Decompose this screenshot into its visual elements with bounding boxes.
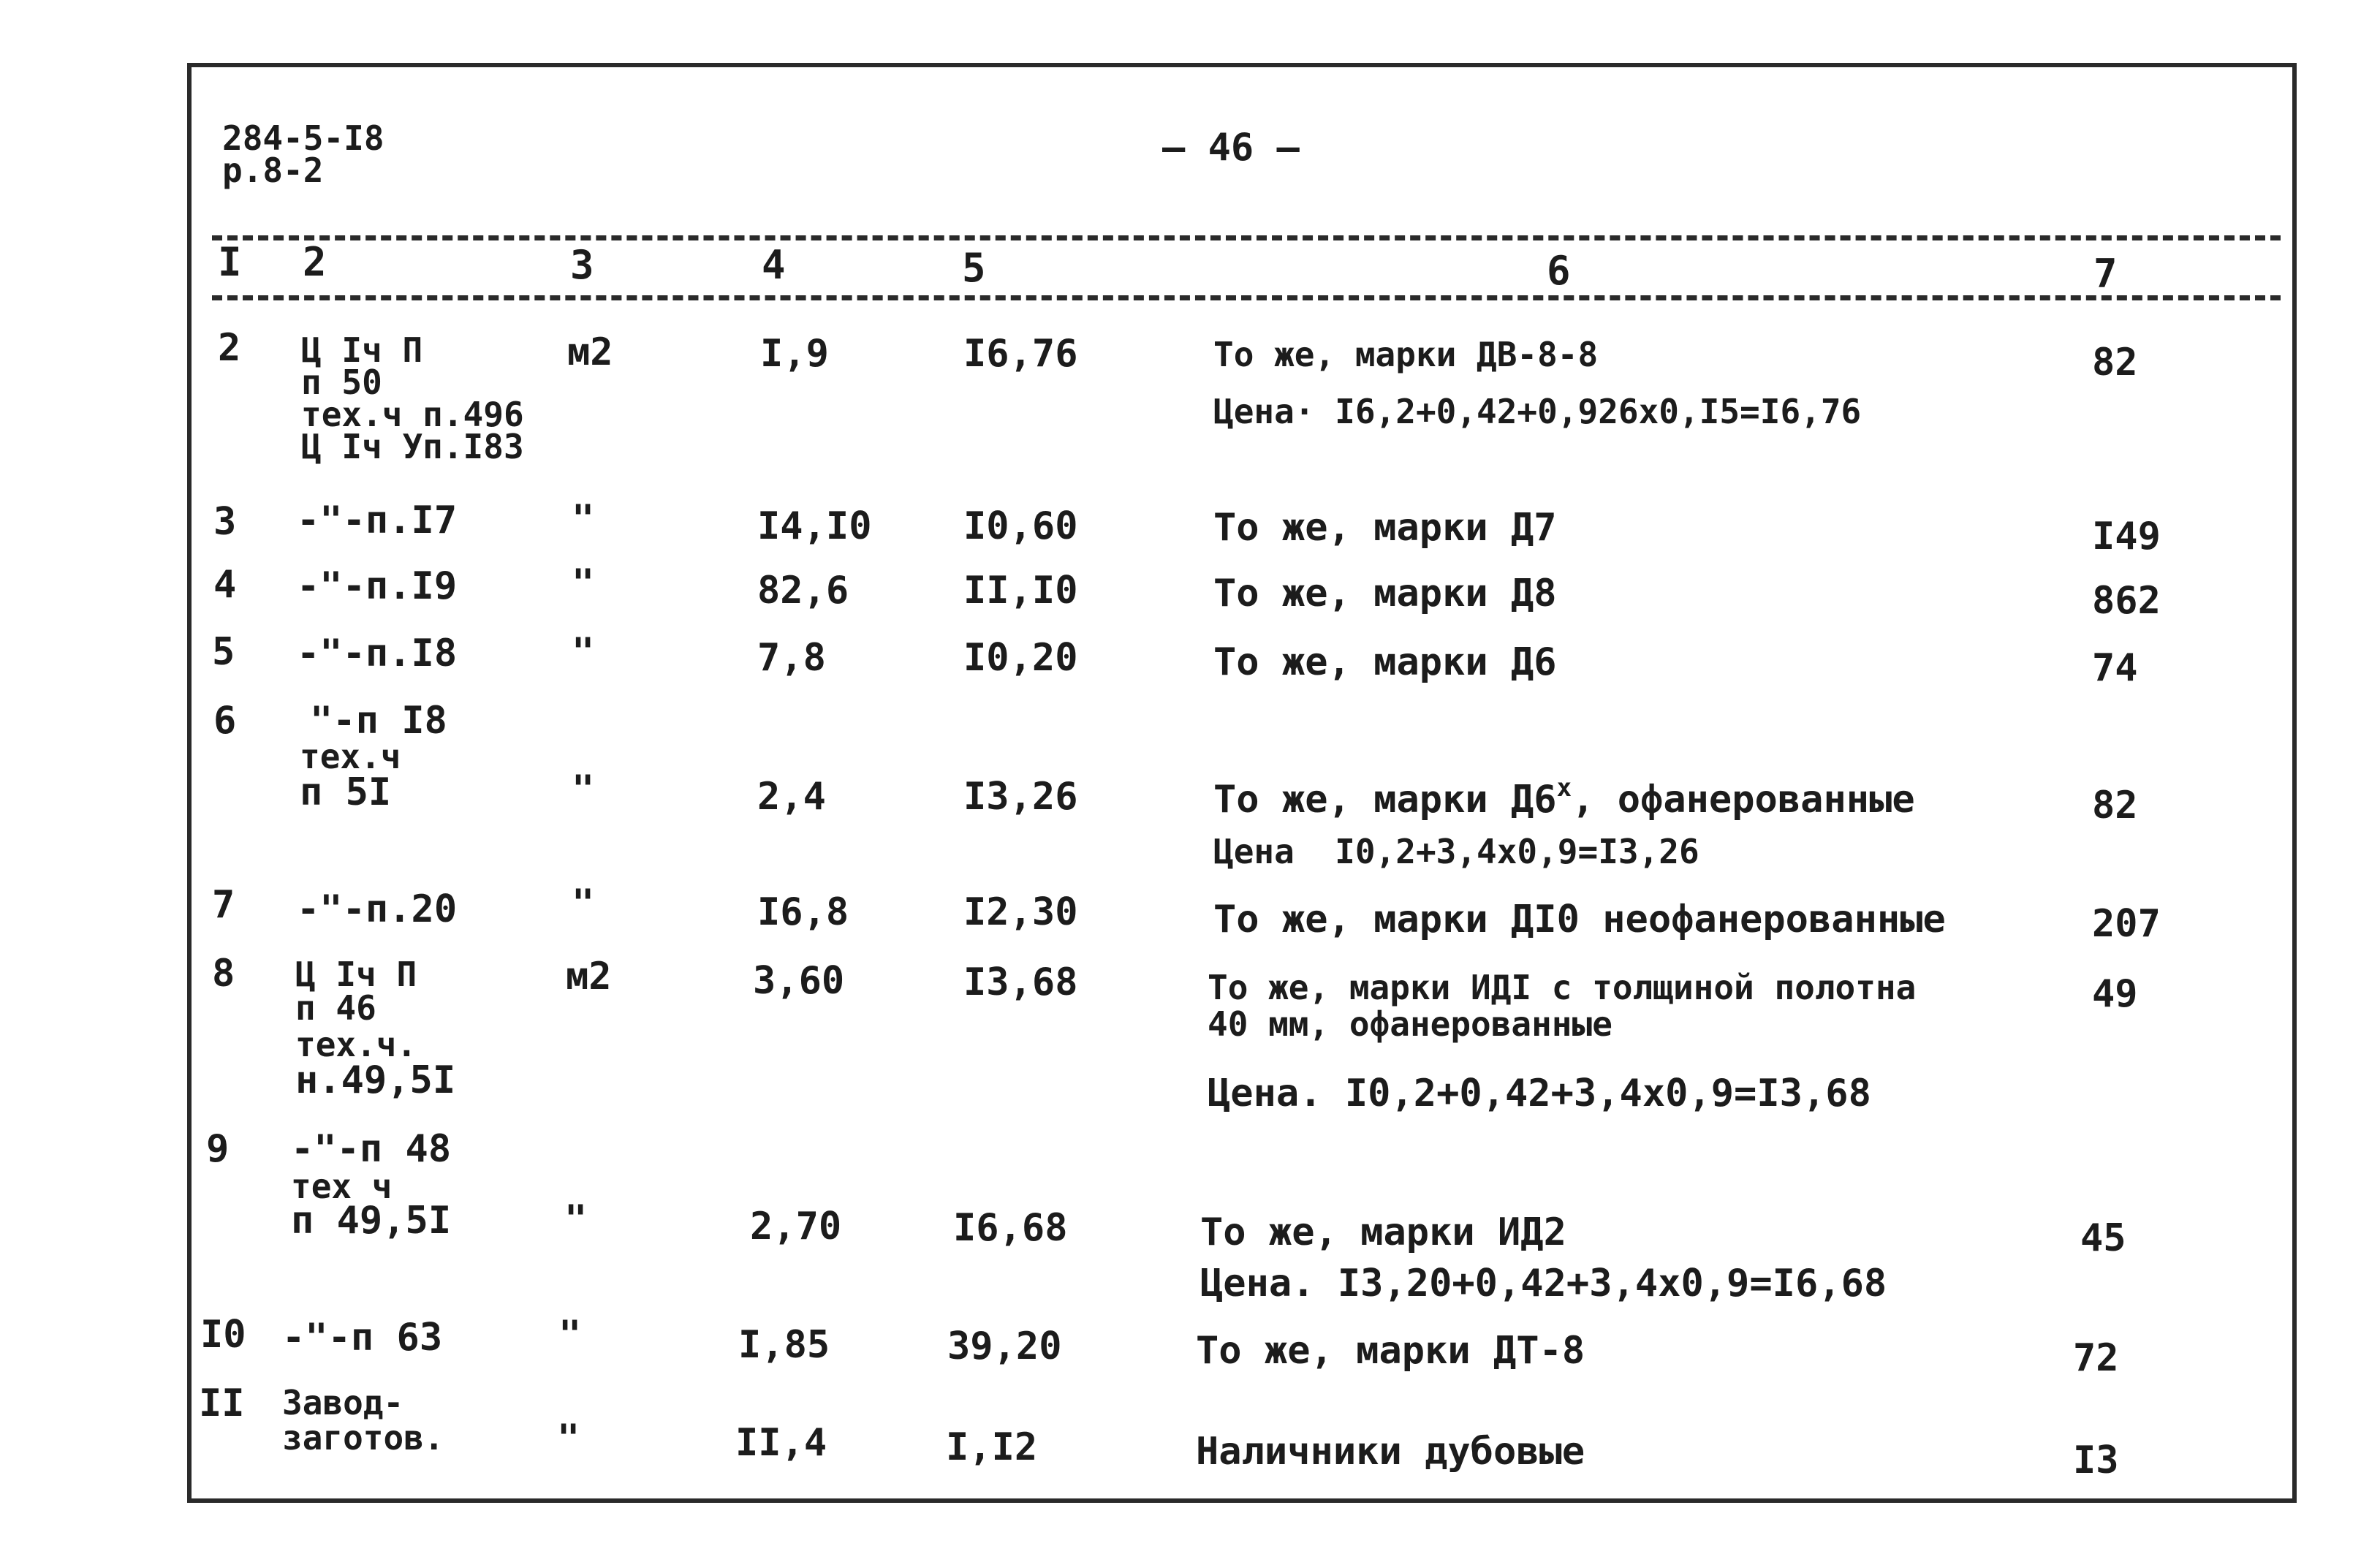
row-qty: 2,4 xyxy=(757,775,826,819)
header-rule-bottom xyxy=(212,295,2281,300)
row-description: То же, марки Д6 xyxy=(1213,640,1557,684)
row-description: 40 мм, офанерованные xyxy=(1208,1004,1612,1044)
row-number: I0 xyxy=(200,1313,246,1357)
col-header-3: 3 xyxy=(570,242,594,288)
col-header-1: I xyxy=(218,239,242,285)
row-number: 7 xyxy=(212,883,235,927)
row-unit: " xyxy=(572,630,595,674)
row-total: 862 xyxy=(2092,579,2161,623)
row-total: I3 xyxy=(2073,1439,2119,1482)
row-unit: м2 xyxy=(567,330,613,374)
row-description: То же, марки ДТ-8 xyxy=(1196,1329,1585,1373)
row-unit: " xyxy=(558,1313,582,1357)
row-total: 49 xyxy=(2092,972,2138,1016)
row-price: II,I0 xyxy=(963,569,1078,613)
row-number: 4 xyxy=(213,563,237,607)
row-code: п 50 xyxy=(301,363,382,402)
row-description: Наличники дубовые xyxy=(1196,1430,1585,1474)
row-code: Ц Iч Уп.I83 xyxy=(301,427,524,466)
row-qty: I6,8 xyxy=(757,890,849,934)
row-code: п 5I xyxy=(300,770,392,814)
row-total: 82 xyxy=(2092,341,2138,384)
row-description: То же, марки ИД2 xyxy=(1200,1210,1566,1254)
row-number: 5 xyxy=(212,630,235,674)
row-description-part: То же, марки Д6 xyxy=(1213,778,1557,822)
row-code: п 46 xyxy=(295,988,376,1028)
row-total: 207 xyxy=(2092,902,2161,946)
row-unit: " xyxy=(572,497,595,541)
row-code: "-п I8 xyxy=(310,699,447,743)
row-code: -"-п.20 xyxy=(297,887,458,931)
row-qty: 82,6 xyxy=(757,569,849,613)
row-price: I3,68 xyxy=(963,960,1078,1004)
row-total: I49 xyxy=(2092,515,2161,558)
row-qty: I4,I0 xyxy=(757,504,872,548)
col-header-6: 6 xyxy=(1547,248,1571,294)
row-number: 3 xyxy=(213,500,237,544)
row-number: 8 xyxy=(212,952,235,996)
row-total: 82 xyxy=(2092,784,2138,827)
row-qty: 2,70 xyxy=(750,1205,842,1248)
row-description: То же, марки Д7 xyxy=(1213,506,1557,550)
row-qty: 3,60 xyxy=(753,959,845,1003)
col-header-5: 5 xyxy=(962,245,986,291)
col-header-7: 7 xyxy=(2093,251,2118,297)
row-qty: I,9 xyxy=(760,332,829,376)
row-price: I6,68 xyxy=(953,1206,1068,1250)
row-code: -"-п.I7 xyxy=(297,499,458,542)
row-total: 45 xyxy=(2080,1216,2126,1260)
row-code: заготов. xyxy=(282,1418,444,1458)
row-price: I0,60 xyxy=(963,504,1078,548)
row-description-part: , офанерованные xyxy=(1572,778,1915,822)
row-code: -"-п 63 xyxy=(282,1316,443,1360)
row-code: Завод- xyxy=(282,1383,404,1422)
row-code: Ц Iч П xyxy=(301,330,423,370)
row-description: То же, марки ДВ-8-8 xyxy=(1213,335,1599,374)
row-price-calc: Цена I0,2+3,4х0,9=I3,26 xyxy=(1213,832,1699,871)
row-description: То же, марки ИДI с толщиной полотна xyxy=(1208,968,1917,1007)
row-price: I,I2 xyxy=(946,1425,1038,1469)
row-code: -"-п.I9 xyxy=(297,564,458,608)
row-number: II xyxy=(199,1381,245,1425)
row-unit: " xyxy=(572,882,595,925)
row-price: I3,26 xyxy=(963,775,1078,819)
row-price: I2,30 xyxy=(963,890,1078,934)
row-price: I6,76 xyxy=(963,332,1078,376)
row-code: п 49,5I xyxy=(291,1199,452,1243)
row-total: 72 xyxy=(2073,1336,2119,1380)
row-qty: I,85 xyxy=(738,1323,830,1367)
row-number: 2 xyxy=(218,326,241,370)
row-description xyxy=(1213,773,1915,822)
row-unit: " xyxy=(564,1197,588,1241)
row-total: 74 xyxy=(2092,646,2138,690)
doc-part: р.8-2 xyxy=(222,151,324,190)
row-code: тех.ч. xyxy=(295,1025,417,1064)
col-header-2: 2 xyxy=(303,239,327,285)
row-number: 6 xyxy=(213,699,237,743)
row-qty: II,4 xyxy=(735,1421,827,1465)
col-header-4: 4 xyxy=(762,242,786,288)
row-code: тех.ч п.496 xyxy=(301,395,524,434)
row-code: н.49,5I xyxy=(295,1058,456,1102)
row-unit: м2 xyxy=(566,955,612,998)
row-code: -"-п.I8 xyxy=(297,632,458,675)
row-description: То же, марки ДI0 неофанерованные xyxy=(1213,898,1946,941)
row-price: I0,20 xyxy=(963,636,1078,680)
row-description: То же, марки Д8 xyxy=(1213,572,1557,615)
row-code: тех ч xyxy=(291,1167,393,1206)
header-rule-top xyxy=(212,235,2281,240)
page-number: — 46 — xyxy=(1162,126,1300,170)
row-code: Ц Iч П xyxy=(295,955,417,994)
doc-code: 284-5-I8 xyxy=(222,118,384,158)
row-price: 39,20 xyxy=(947,1324,1062,1368)
row-qty: 7,8 xyxy=(757,636,826,680)
row-number: 9 xyxy=(206,1127,230,1171)
row-unit: " xyxy=(572,561,595,605)
row-price-calc: Цена. I0,2+0,42+3,4х0,9=I3,68 xyxy=(1208,1072,1871,1115)
row-unit: " xyxy=(557,1417,580,1460)
row-price-calc: Цена. I3,20+0,42+3,4х0,9=I6,68 xyxy=(1200,1262,1887,1305)
row-code: тех.ч xyxy=(300,737,401,776)
row-description-superscript: х xyxy=(1556,773,1572,803)
row-price-calc: Цена· I6,2+0,42+0,926х0,I5=I6,76 xyxy=(1213,392,1862,431)
row-unit: " xyxy=(572,767,595,811)
row-code: -"-п 48 xyxy=(291,1127,452,1171)
